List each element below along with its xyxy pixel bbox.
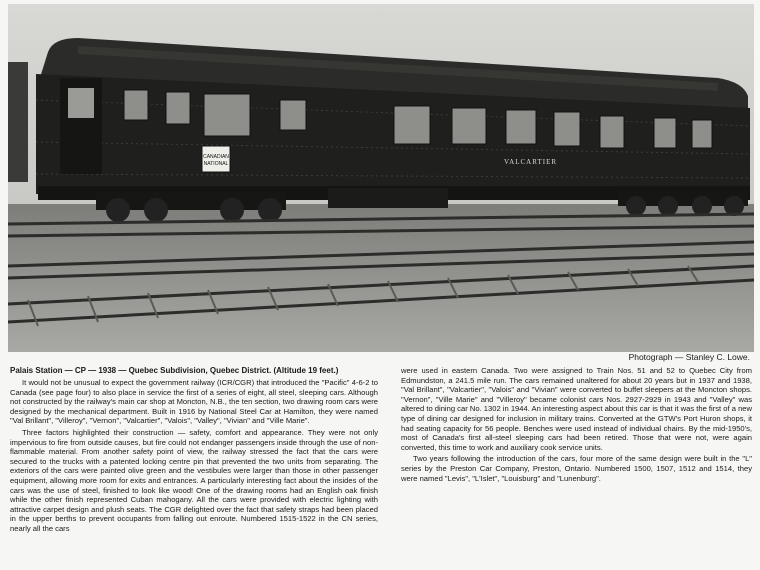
- photo-credit: Photograph — Stanley C. Lowe.: [628, 352, 750, 362]
- battery-box: [328, 188, 448, 208]
- left-paragraph: Three factors highlighted their construction — safety, comfort and appearance. They were not only impervious to fire from outside causes, but fire could not endanger passengers inside through the use of non-flammable material. From another safety point of view, the railway stressed the fact that the cars were secured to the trucks with a patented locking centre pin that prevented the two units from separating. The exteriors of the cars were painted olive green and the vestibules were larger than those in other passenger equipment, allowing more room for exits and entrances. A particularly interesting fact about the insides of the cars was the use of steel, finished to look like wood! One of the drawing rooms had an English oak finish while the other finish represented Cuban mahogany. All the cars were provided with electric lighting with attractive carpet design and plush seats. The CGR delighted over the fact that safety straps had been placed in the upper berths to prevent occupants from falling out enroute. Numbered 1515-1522 in the CN series, nearly all the cars: [10, 427, 378, 533]
- car-name-lettering: VALCARTIER: [504, 158, 558, 166]
- photo-caption: Palais Station — CP — 1938 — Quebec Subdivision, Quebec District. (Altitude 19 feet.): [10, 366, 339, 375]
- photo-illustration: [8, 4, 754, 352]
- left-column: [10, 366, 378, 536]
- right-column: [401, 366, 752, 485]
- sleeping-car-photo: [8, 4, 754, 352]
- herald-line2: NATIONAL: [203, 161, 229, 167]
- herald-line1: CANADIAN: [203, 154, 229, 160]
- right-paragraph: were used in eastern Canada. Two were assigned to Train Nos. 51 and 52 to Quebec City from Edmundston, a 241.5 mile run. The cars remained unaltered for about 20 years but in 1937 and 1938, "Val Brillant", "Valcartier", "Valois" and "Vivian" were converted to buffet sleepers at the Moncton shops. "Vernon", "Ville Marie" and "Villeroy" became colonist cars Nos. 2927-2929 in 1943 and "Valley" was altered to dining car No. 1302 in 1944. An interesting aspect about this car is that it was the first of a new type of dining car designed for inclusion in military trains. Converted at the GTW's Port Huron shops, it had seating capacity for 56 people. Benches were used instead of individual chairs. By the mid-1950's, most of Canada's first all-steel sleeping cars had been retired. Those that were not, were again converted, this time to work and auxiliary cook service units.: [401, 366, 752, 452]
- vestibule-window: [68, 88, 94, 118]
- right-paragraph: Two years following the introduction of the cars, four more of the same design were built in the "L" series by the Preston Car Company, Preston, Ontario. Numbered 1500, 1507, 1512 and 1514, they were named "Levis", "L'Islet", "Louisburg" and "Lunenburg".: [401, 454, 752, 483]
- background-structure: [8, 62, 28, 182]
- left-paragraph: It would not be unusual to expect the government railway (ICR/CGR) that introduced the "Pacific" 4-6-2 to Canada (see page four) to also place in service the first of a series of eight, all steel, sleeping cars. Although not constructed by the railway's main car shop at Moncton, N.B., the ten section, two drawing room cars were designed by the mechanical department. Built in 1916 by National Steel Car at Hamilton, they were named "Val Brillant", "Villeroy", "Vernon", "Valcartier", "Valois", "Valley", "Vivian" and "Ville Marie".: [10, 378, 378, 426]
